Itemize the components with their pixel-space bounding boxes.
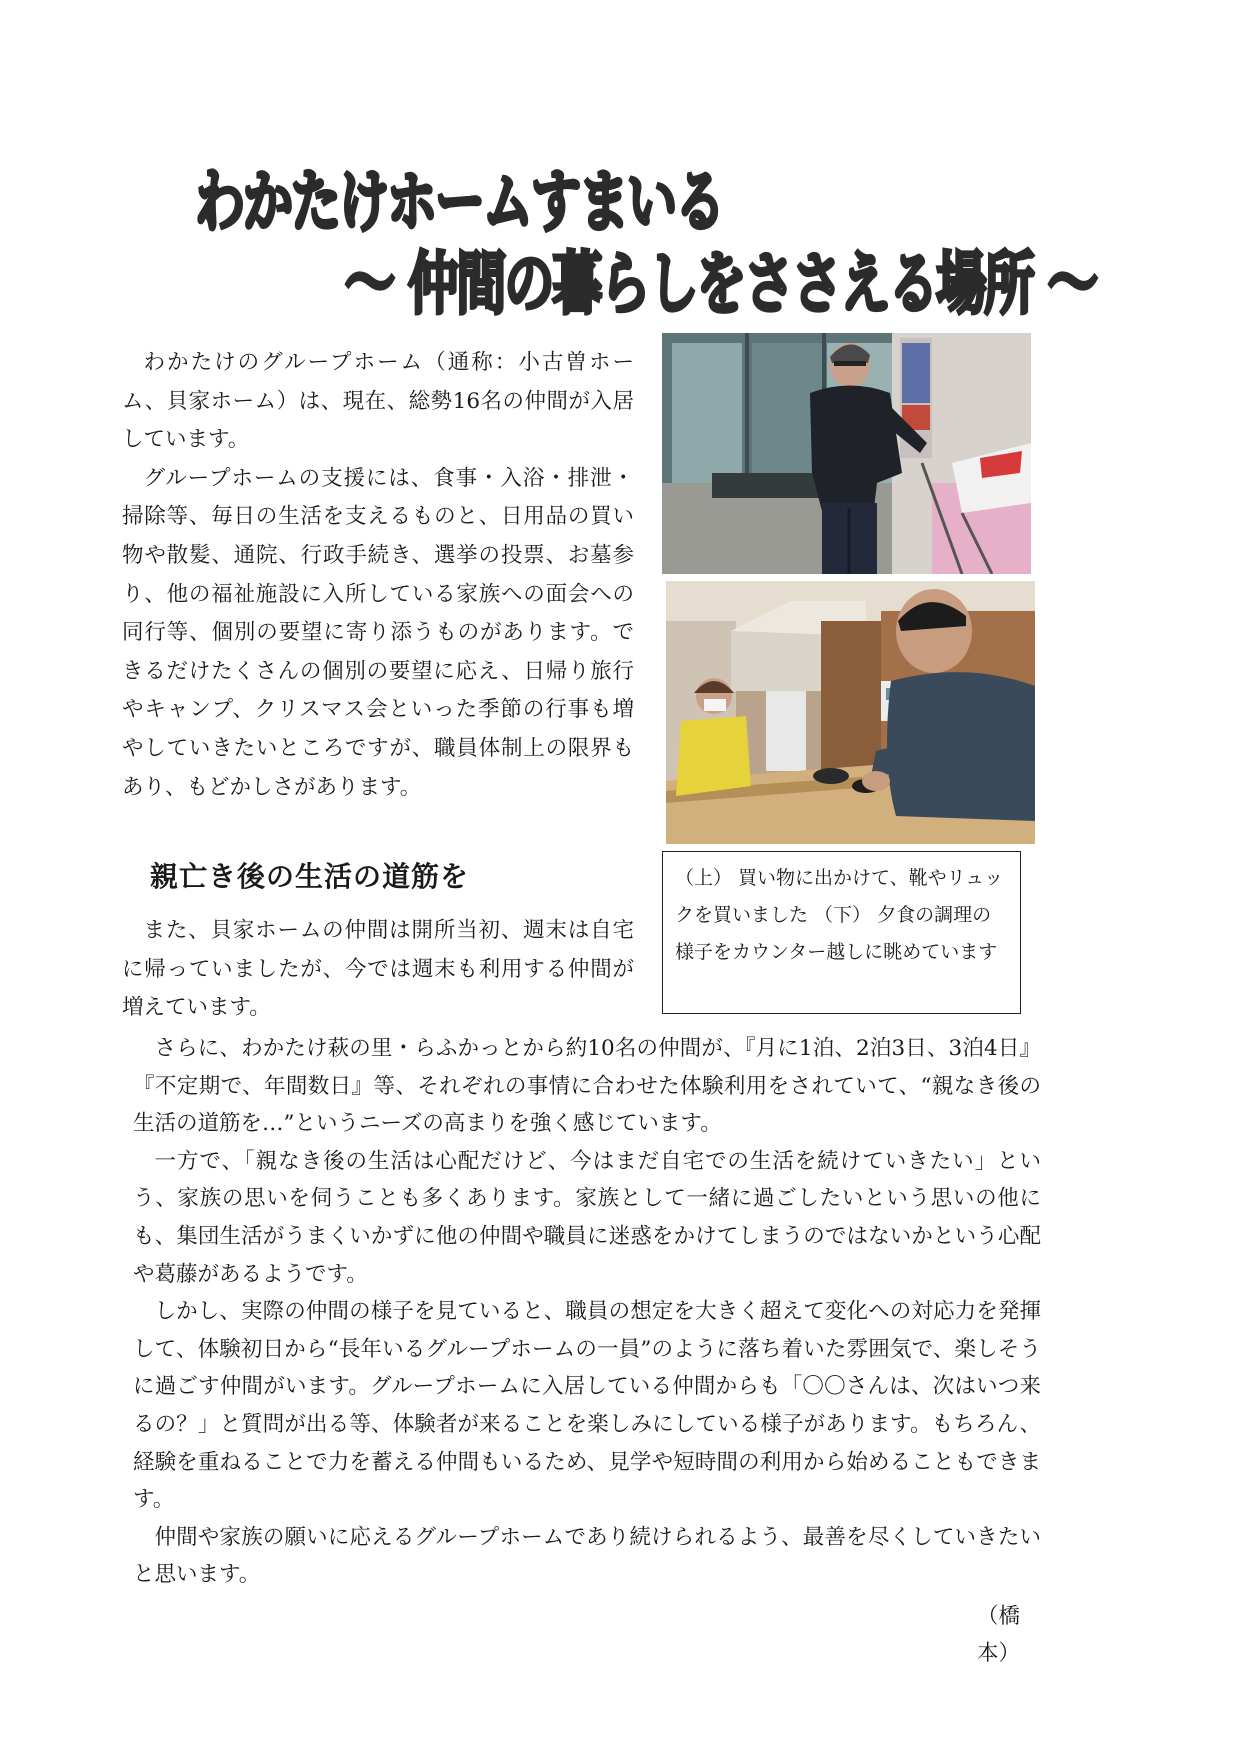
article-title: わかたけホームすまいる: [195, 162, 723, 242]
intro-paragraph-1: わかたけのグループホーム（通称：小古曽ホーム、貝家ホーム）は、現在、総勢16名の仲間が入居しています。: [122, 350, 634, 453]
section-paragraph-4: しかし、実際の仲間の様子を見ていると、職員の想定を大きく超えて変化への対応力を発揮して、体験初日から“長年いるグループホームの一員”のように落ち着いた雰囲気で、楽しそうに過ごす仲間がいます。グループホームに入居している仲間からも「〇〇さんは、次はいつ来るの？」と質問が出る等、体験者が来ることを楽しみにしている様子があります。もちろん、経験を重ねることで力を蓄える仲間もいるため、見学や短時間の利用から始めることもできます。: [133, 1299, 1041, 1513]
shopping-photo: [662, 333, 1031, 574]
intro-paragraph-2: グループホームの支援には、食事・入浴・排泄・掃除等、毎日の生活を支えるものと、日用品の買い物や散髪、通院、行政手続き、選挙の投票、お墓参り、他の福祉施設に入所している家族への面会への同行等、個別の要望に寄り添うものがあります。できるだけたくさんの個別の要望に応え、日帰り旅行やキャンプ、クリスマス会といった季節の行事も増やしていきたいところですが、職員体制上の限界もあり、もどかしさがあります。: [122, 465, 634, 800]
section-body-text: [133, 1030, 1041, 1594]
section-paragraph-5: 仲間や家族の願いに応えるグループホームであり続けられるよう、最善を尽くしていきたいと思います。: [133, 1524, 1041, 1588]
intro-text: [122, 344, 634, 807]
section-intro-text: [122, 912, 634, 1028]
shopping-photo-image: [662, 333, 1031, 574]
section-paragraph-3: 一方で、「親なき後の生活は心配だけど、今はまだ自宅での生活を続けていきたい」という、家族の思いを伺うことも多くあります。家族として一緒に過ごしたいという思いの他にも、集団生活がうまくいかずに他の仲間や職員に迷惑をかけてしまうのではないかという心配や葛藤があるようです。: [133, 1148, 1041, 1287]
author-signature: （橋本）: [976, 1604, 1020, 1666]
section-paragraph-1: また、貝家ホームの仲間は開所当初、週末は自宅に帰っていましたが、今では週末も利用する仲間が増えています。: [122, 918, 634, 1021]
kitchen-photo-image: [666, 581, 1035, 844]
photo-caption: （上） 買い物に出かけて、靴やリュックを買いました （下） 夕食の調理の様子をカウンター越しに眺めています: [662, 851, 1021, 1014]
kitchen-photo: [666, 581, 1035, 844]
section-paragraph-2: さらに、わかたけ萩の里・らふかっとから約10名の仲間が、『月に1泊、2泊3日、3泊4日』『不定期で、年間数日』等、それぞれの事情に合わせた体験利用をされていて、“親なき後の生活の道筋を…”というニーズの高まりを強く感じています。: [133, 1036, 1041, 1137]
article-subtitle: ～ 仲間の暮らしをささえる場所 ～: [345, 244, 1096, 324]
section-heading: 親亡き後の生活の道筋を: [150, 860, 470, 893]
